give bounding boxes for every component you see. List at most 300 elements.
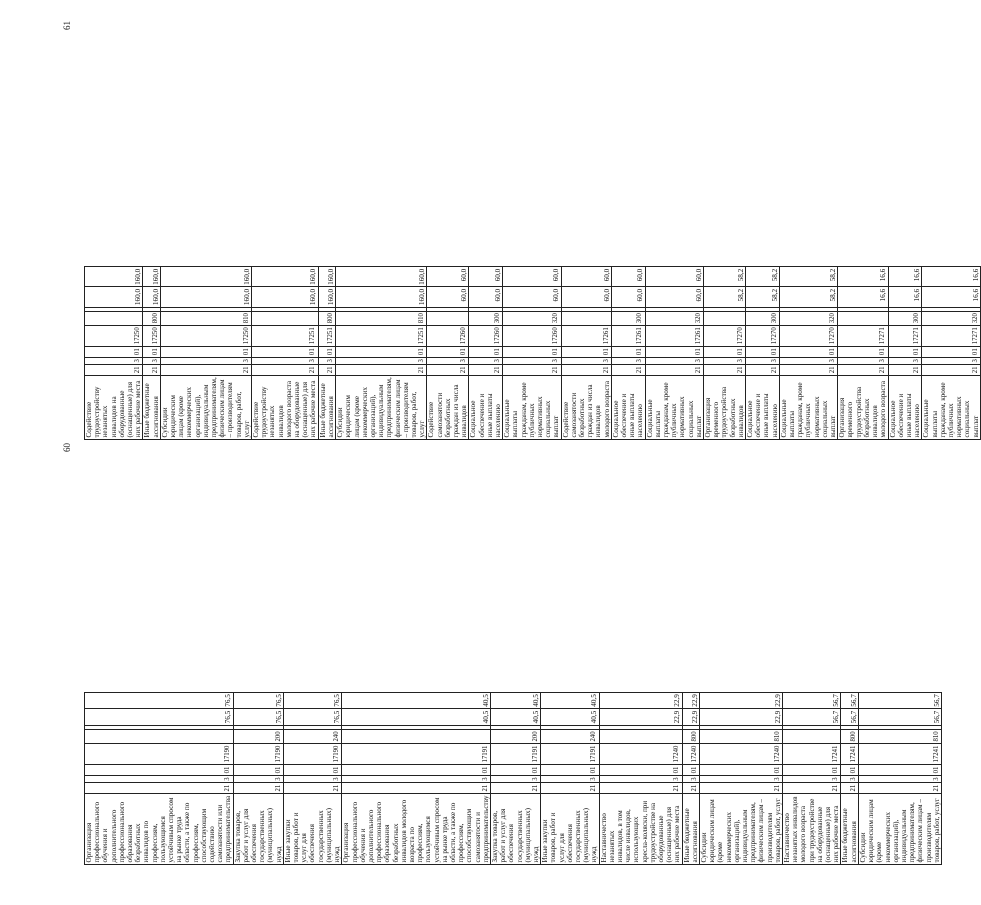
row-name: Социальное обеспечение и иные выплаты населению xyxy=(746,375,780,439)
code-direction: 17261 xyxy=(561,325,611,346)
code-program: 21 xyxy=(645,364,703,375)
table-row xyxy=(427,267,469,440)
table-row xyxy=(336,267,427,440)
value-year-2: 160,0 xyxy=(85,287,143,307)
code-program: 21 xyxy=(469,364,503,375)
code-main-activity: 01 xyxy=(922,346,980,357)
code-expense-type: 810 xyxy=(336,311,427,325)
value-year-3: 56,7 xyxy=(858,692,941,709)
code-subprogram: 3 xyxy=(838,357,888,364)
value-year-2: 58,2 xyxy=(704,287,746,307)
code-subprogram: 3 xyxy=(783,775,841,782)
code-program: 21 xyxy=(252,364,319,375)
value-year-3: 22,9 xyxy=(599,692,682,709)
table-row xyxy=(704,267,746,440)
code-program: 21 xyxy=(841,783,858,794)
value-year-3: 160,0 xyxy=(336,267,427,287)
code-program: 21 xyxy=(783,783,841,794)
table-row xyxy=(85,692,234,864)
value-year-2: 76,5 xyxy=(85,709,234,726)
value-year-1 xyxy=(85,307,143,311)
table-row xyxy=(779,267,837,440)
code-program: 21 xyxy=(233,783,283,794)
table-row xyxy=(599,692,682,864)
table-row xyxy=(922,267,980,440)
code-subprogram: 3 xyxy=(85,775,234,782)
code-main-activity: 01 xyxy=(838,346,888,357)
code-subprogram: 3 xyxy=(645,357,703,364)
value-year-1 xyxy=(599,725,682,729)
value-year-1 xyxy=(858,725,941,729)
code-main-activity: 01 xyxy=(283,765,341,776)
value-year-2: 40,5 xyxy=(342,709,491,726)
code-program: 21 xyxy=(503,364,561,375)
value-year-2: 58,2 xyxy=(746,287,780,307)
value-year-3: 160,0 xyxy=(160,267,251,287)
value-year-1 xyxy=(503,307,561,311)
row-name: Содействие трудоустройству незанятых инвалидов молодого возраста на оборудованные (оснащенные) для них рабочие места xyxy=(252,375,319,439)
code-main-activity: 01 xyxy=(85,346,143,357)
code-subprogram: 3 xyxy=(841,775,858,782)
code-direction: 17260 xyxy=(427,325,469,346)
table-container xyxy=(84,692,942,865)
value-year-1 xyxy=(561,307,611,311)
value-year-1 xyxy=(838,307,888,311)
code-main-activity: 01 xyxy=(143,346,160,357)
code-program: 21 xyxy=(611,364,645,375)
value-year-2: 160,0 xyxy=(143,287,160,307)
table-row xyxy=(645,267,703,440)
code-expense-type xyxy=(704,311,746,325)
code-subprogram: 3 xyxy=(252,357,319,364)
value-year-3: 60,0 xyxy=(503,267,561,287)
value-year-2: 40,5 xyxy=(541,709,599,726)
code-program: 21 xyxy=(541,783,599,794)
code-subprogram: 3 xyxy=(858,775,941,782)
code-main-activity: 01 xyxy=(779,346,837,357)
code-direction: 17191 xyxy=(541,744,599,765)
code-main-activity: 01 xyxy=(490,765,540,776)
value-year-2: 58,2 xyxy=(779,287,837,307)
value-year-3: 40,5 xyxy=(342,692,491,709)
value-year-2: 60,0 xyxy=(427,287,469,307)
code-main-activity: 01 xyxy=(645,346,703,357)
value-year-1 xyxy=(143,307,160,311)
value-year-1 xyxy=(682,725,699,729)
code-subprogram: 3 xyxy=(85,357,143,364)
code-program: 21 xyxy=(838,364,888,375)
code-expense-type: 320 xyxy=(503,311,561,325)
page-number: 60 xyxy=(62,443,72,452)
code-program: 21 xyxy=(561,364,611,375)
value-year-2: 40,5 xyxy=(490,709,540,726)
table-row xyxy=(858,692,941,864)
table-row xyxy=(783,692,841,864)
code-direction: 17241 xyxy=(858,744,941,765)
code-subprogram: 3 xyxy=(336,357,427,364)
code-main-activity: 01 xyxy=(700,765,783,776)
row-name: Организация временного трудоустройства безработных инвалидов молодого возраста xyxy=(838,375,888,439)
value-year-3: 60,0 xyxy=(469,267,503,287)
value-year-1 xyxy=(611,307,645,311)
row-name: Субсидии юридическим лицам (кроме некоммерческих организаций), индивидуальным предпринимателям, физическим лицам – производителям товаров, работ, услуг xyxy=(700,794,783,865)
code-main-activity: 01 xyxy=(427,346,469,357)
code-expense-type: 240 xyxy=(283,729,341,743)
budget-table xyxy=(84,266,981,440)
code-direction: 17251 xyxy=(318,325,335,346)
value-year-3: 60,0 xyxy=(645,267,703,287)
value-year-3: 22,9 xyxy=(682,692,699,709)
table-row xyxy=(682,692,699,864)
row-name: Наставничество незанятых инвалидов, в том числе инвалидов, использующих кресла-коляски, при трудоустройстве на оборудованные (оснащенные) для них рабочие места xyxy=(599,794,682,865)
code-subprogram: 3 xyxy=(342,775,491,782)
table-row xyxy=(561,267,611,440)
code-main-activity: 01 xyxy=(682,765,699,776)
code-program: 21 xyxy=(427,364,469,375)
code-direction: 17261 xyxy=(611,325,645,346)
table-row xyxy=(469,267,503,440)
code-expense-type xyxy=(85,311,143,325)
code-main-activity: 01 xyxy=(160,346,251,357)
code-expense-type xyxy=(252,311,319,325)
code-expense-type: 810 xyxy=(160,311,251,325)
table-row xyxy=(318,267,335,440)
value-year-1 xyxy=(841,725,858,729)
page-number: 61 xyxy=(62,21,72,30)
row-name: Содействие самозанятости безработных граждан из числа инвалидов xyxy=(427,375,469,439)
table-row xyxy=(611,267,645,440)
value-year-2: 16,6 xyxy=(922,287,980,307)
code-expense-type: 800 xyxy=(318,311,335,325)
code-direction: 17260 xyxy=(503,325,561,346)
value-year-2: 60,0 xyxy=(469,287,503,307)
code-direction: 17241 xyxy=(841,744,858,765)
code-main-activity: 01 xyxy=(503,346,561,357)
code-subprogram: 3 xyxy=(682,775,699,782)
value-year-1 xyxy=(704,307,746,311)
value-year-3: 40,5 xyxy=(490,692,540,709)
code-program: 21 xyxy=(85,783,234,794)
value-year-3: 56,7 xyxy=(783,692,841,709)
value-year-3: 76,5 xyxy=(283,692,341,709)
value-year-3: 40,5 xyxy=(541,692,599,709)
code-program: 21 xyxy=(160,364,251,375)
value-year-3: 160,0 xyxy=(143,267,160,287)
value-year-2: 160,0 xyxy=(160,287,251,307)
code-direction: 17250 xyxy=(85,325,143,346)
code-program: 21 xyxy=(779,364,837,375)
value-year-1 xyxy=(700,725,783,729)
code-main-activity: 01 xyxy=(841,765,858,776)
code-program: 21 xyxy=(700,783,783,794)
code-expense-type xyxy=(561,311,611,325)
code-direction: 17270 xyxy=(704,325,746,346)
value-year-3: 22,9 xyxy=(700,692,783,709)
value-year-1 xyxy=(342,725,491,729)
value-year-2: 56,7 xyxy=(783,709,841,726)
row-name: Иные бюджетные ассигнования xyxy=(841,794,858,865)
code-expense-type: 300 xyxy=(746,311,780,325)
value-year-1 xyxy=(746,307,780,311)
row-name: Организация профессионального обучения и дополнительного профессионального образования безработных инвалидов по профессиям, пользующимся устойчивым спросом на рынке труда области, а также по профессиям, способствующим содействию самозанятости или предпринимательства xyxy=(85,794,234,865)
code-expense-type xyxy=(599,729,682,743)
table-row xyxy=(85,267,143,440)
row-name: Субсидии юридическим лицам (кроме некоммерческих организаций), индивидуальным предпринимателям, физическим лицам – производителям товаров, работ, услуг xyxy=(160,377,251,438)
value-year-2: 22,9 xyxy=(700,709,783,726)
code-subprogram: 3 xyxy=(611,357,645,364)
code-subprogram: 3 xyxy=(746,357,780,364)
code-direction: 17260 xyxy=(469,325,503,346)
value-year-1 xyxy=(283,725,341,729)
code-program: 21 xyxy=(858,783,941,794)
code-expense-type xyxy=(85,729,234,743)
code-direction: 17190 xyxy=(85,744,234,765)
row-name: Социальные выплаты гражданам, кроме публичных нормативных социальных выплат xyxy=(779,375,837,439)
code-program: 21 xyxy=(888,364,922,375)
code-direction: 17240 xyxy=(599,744,682,765)
code-main-activity: 01 xyxy=(342,765,491,776)
value-year-2: 76,5 xyxy=(283,709,341,726)
code-program: 21 xyxy=(85,364,143,375)
value-year-3: 60,0 xyxy=(561,267,611,287)
code-expense-type: 800 xyxy=(682,729,699,743)
code-subprogram: 3 xyxy=(283,775,341,782)
code-direction: 17190 xyxy=(233,744,283,765)
table-row xyxy=(838,267,888,440)
row-name: Закупка товаров, работ и услуг для обеспечения государственных (муниципальных) нужд xyxy=(490,794,540,865)
row-name: Иные бюджетные ассигнования xyxy=(682,794,699,865)
value-year-2: 22,9 xyxy=(682,709,699,726)
code-subprogram: 3 xyxy=(599,775,682,782)
value-year-3: 16,6 xyxy=(838,267,888,287)
code-main-activity: 01 xyxy=(611,346,645,357)
table-row xyxy=(233,692,283,864)
code-subprogram: 3 xyxy=(160,357,251,364)
code-expense-type: 300 xyxy=(611,311,645,325)
value-year-1 xyxy=(783,725,841,729)
code-expense-type: 810 xyxy=(700,729,783,743)
code-direction: 17271 xyxy=(922,325,980,346)
code-direction: 17190 xyxy=(283,744,341,765)
value-year-1 xyxy=(541,725,599,729)
table-row xyxy=(143,267,160,440)
code-direction: 17270 xyxy=(746,325,780,346)
code-program: 21 xyxy=(143,364,160,375)
value-year-1 xyxy=(779,307,837,311)
table-row xyxy=(503,267,561,440)
code-expense-type: 320 xyxy=(922,311,980,325)
value-year-2: 56,7 xyxy=(858,709,941,726)
code-subprogram: 3 xyxy=(427,357,469,364)
code-main-activity: 01 xyxy=(704,346,746,357)
value-year-3: 160,0 xyxy=(85,267,143,287)
code-expense-type: 300 xyxy=(469,311,503,325)
code-subprogram: 3 xyxy=(318,357,335,364)
table-row xyxy=(160,267,251,440)
budget-table xyxy=(84,692,942,865)
table-row xyxy=(841,692,858,864)
code-subprogram: 3 xyxy=(503,357,561,364)
code-direction: 17250 xyxy=(143,325,160,346)
value-year-2: 160,0 xyxy=(318,287,335,307)
code-direction: 17271 xyxy=(888,325,922,346)
code-expense-type xyxy=(838,311,888,325)
row-name: Организация временного трудоустройства безработных инвалидов xyxy=(704,375,746,439)
row-name: Субсидии юридическим лицам (кроме некоммерческих организаций), индивидуальным предпринимателям, физическим лицам – производителям товаров, работ, услуг xyxy=(858,794,941,865)
value-year-2: 160,0 xyxy=(336,287,427,307)
code-expense-type: 800 xyxy=(143,311,160,325)
row-name: Наставничество незанятых инвалидов молодого возраста при трудоустройстве на оборудованные (оснащенные) для них рабочие места xyxy=(783,794,841,865)
value-year-3: 160,0 xyxy=(252,267,319,287)
code-expense-type: 200 xyxy=(490,729,540,743)
value-year-1 xyxy=(645,307,703,311)
value-year-2: 76,5 xyxy=(233,709,283,726)
code-expense-type: 800 xyxy=(841,729,858,743)
value-year-3: 76,5 xyxy=(233,692,283,709)
value-year-1 xyxy=(427,307,469,311)
code-direction: 17270 xyxy=(779,325,837,346)
row-name: Социальное обеспечение и иные выплаты населению xyxy=(469,375,503,439)
table-row xyxy=(888,267,922,440)
value-year-2: 56,7 xyxy=(841,709,858,726)
code-main-activity: 01 xyxy=(888,346,922,357)
table-container xyxy=(84,266,981,440)
value-year-3: 58,2 xyxy=(704,267,746,287)
value-year-1 xyxy=(85,725,234,729)
code-direction: 17271 xyxy=(838,325,888,346)
value-year-1 xyxy=(469,307,503,311)
value-year-1 xyxy=(922,307,980,311)
code-subprogram: 3 xyxy=(922,357,980,364)
code-direction: 17241 xyxy=(783,744,841,765)
value-year-2: 60,0 xyxy=(561,287,611,307)
code-main-activity: 01 xyxy=(469,346,503,357)
value-year-1 xyxy=(252,307,319,311)
value-year-3: 60,0 xyxy=(427,267,469,287)
code-program: 21 xyxy=(682,783,699,794)
code-program: 21 xyxy=(922,364,980,375)
code-subprogram: 3 xyxy=(704,357,746,364)
value-year-3: 56,7 xyxy=(841,692,858,709)
row-name: Субсидии юридическим лицам (кроме некоммерческих организаций), индивидуальным предпринимателям, физическим лицам – производителям товаров, работ, услуг xyxy=(336,377,427,438)
value-year-1 xyxy=(888,307,922,311)
code-main-activity: 01 xyxy=(85,765,234,776)
code-program: 21 xyxy=(342,783,491,794)
code-program: 21 xyxy=(283,783,341,794)
value-year-2: 60,0 xyxy=(611,287,645,307)
code-main-activity: 01 xyxy=(541,765,599,776)
code-expense-type: 320 xyxy=(645,311,703,325)
table-row xyxy=(700,692,783,864)
table-row xyxy=(342,692,491,864)
code-program: 21 xyxy=(318,364,335,375)
value-year-3: 58,2 xyxy=(746,267,780,287)
value-year-2: 16,6 xyxy=(888,287,922,307)
value-year-1 xyxy=(318,307,335,311)
code-main-activity: 01 xyxy=(336,346,427,357)
value-year-1 xyxy=(160,307,251,311)
code-expense-type: 810 xyxy=(858,729,941,743)
value-year-3: 16,6 xyxy=(922,267,980,287)
code-direction: 17240 xyxy=(682,744,699,765)
value-year-1 xyxy=(490,725,540,729)
code-direction: 17261 xyxy=(645,325,703,346)
code-program: 21 xyxy=(746,364,780,375)
code-main-activity: 01 xyxy=(858,765,941,776)
code-subprogram: 3 xyxy=(469,357,503,364)
row-name: Социальные выплаты гражданам, кроме публичных нормативных социальных выплат xyxy=(503,375,561,439)
value-year-2: 16,6 xyxy=(838,287,888,307)
code-main-activity: 01 xyxy=(783,765,841,776)
code-program: 21 xyxy=(599,783,682,794)
code-main-activity: 01 xyxy=(599,765,682,776)
table-row xyxy=(490,692,540,864)
code-direction: 17240 xyxy=(700,744,783,765)
code-main-activity: 01 xyxy=(746,346,780,357)
row-name: Иные бюджетные ассигнования xyxy=(143,375,160,439)
row-name: Содействие самозанятости безработных граждан из числа инвалидов молодого возраста xyxy=(561,375,611,439)
value-year-1 xyxy=(336,307,427,311)
value-year-2: 60,0 xyxy=(645,287,703,307)
code-subprogram: 3 xyxy=(490,775,540,782)
row-name: Содействие трудоустройству незанятых инвалидов на оборудованные (оснащенные) для них рабочие места xyxy=(85,375,143,439)
row-name: Иные закупки товаров, работ и услуг для обеспечения государственных (муниципальных) нужд xyxy=(541,794,599,865)
code-expense-type xyxy=(342,729,491,743)
row-name: Закупка товаров, работ и услуг для обеспечения государственных (муниципальных) нужд xyxy=(233,794,283,865)
code-direction: 17191 xyxy=(490,744,540,765)
code-expense-type xyxy=(783,729,841,743)
code-main-activity: 01 xyxy=(233,765,283,776)
code-subprogram: 3 xyxy=(143,357,160,364)
table-row xyxy=(541,692,599,864)
value-year-3: 58,2 xyxy=(779,267,837,287)
code-direction: 17191 xyxy=(342,744,491,765)
code-subprogram: 3 xyxy=(561,357,611,364)
table-row xyxy=(252,267,319,440)
value-year-2: 22,9 xyxy=(599,709,682,726)
value-year-2: 60,0 xyxy=(503,287,561,307)
code-expense-type: 200 xyxy=(233,729,283,743)
code-program: 21 xyxy=(704,364,746,375)
code-main-activity: 01 xyxy=(561,346,611,357)
row-name: Иные закупки товаров, работ и услуг для обеспечения государственных (муниципальных) нужд xyxy=(283,794,341,865)
code-subprogram: 3 xyxy=(779,357,837,364)
value-year-3: 160,0 xyxy=(318,267,335,287)
code-expense-type: 300 xyxy=(888,311,922,325)
row-name: Социальные выплаты гражданам, кроме публичных нормативных социальных выплат xyxy=(645,375,703,439)
code-expense-type xyxy=(427,311,469,325)
code-program: 21 xyxy=(490,783,540,794)
value-year-3: 16,6 xyxy=(888,267,922,287)
row-name: Социальное обеспечение и иные выплаты населению xyxy=(888,375,922,439)
code-main-activity: 01 xyxy=(252,346,319,357)
table-row xyxy=(746,267,780,440)
row-name: Социальное обеспечение и иные выплаты населению xyxy=(611,375,645,439)
value-year-1 xyxy=(233,725,283,729)
code-main-activity: 01 xyxy=(318,346,335,357)
row-name: Социальные выплаты гражданам, кроме публичных нормативных социальных выплат xyxy=(922,375,980,439)
code-subprogram: 3 xyxy=(888,357,922,364)
value-year-3: 76,5 xyxy=(85,692,234,709)
table-row xyxy=(283,692,341,864)
code-subprogram: 3 xyxy=(233,775,283,782)
code-subprogram: 3 xyxy=(700,775,783,782)
row-name: Организация профессионального обучения и дополнительного профессионального образования безработных инвалидов молодого возраста по профессиям, пользующимся устойчивым спросом на рынке труда области, а также по профессиям, способствующим самозанятости и предпринимательству xyxy=(342,795,490,863)
row-name: Иные бюджетные ассигнования xyxy=(318,375,335,439)
code-direction: 17251 xyxy=(252,325,319,346)
code-expense-type: 320 xyxy=(779,311,837,325)
code-subprogram: 3 xyxy=(541,775,599,782)
